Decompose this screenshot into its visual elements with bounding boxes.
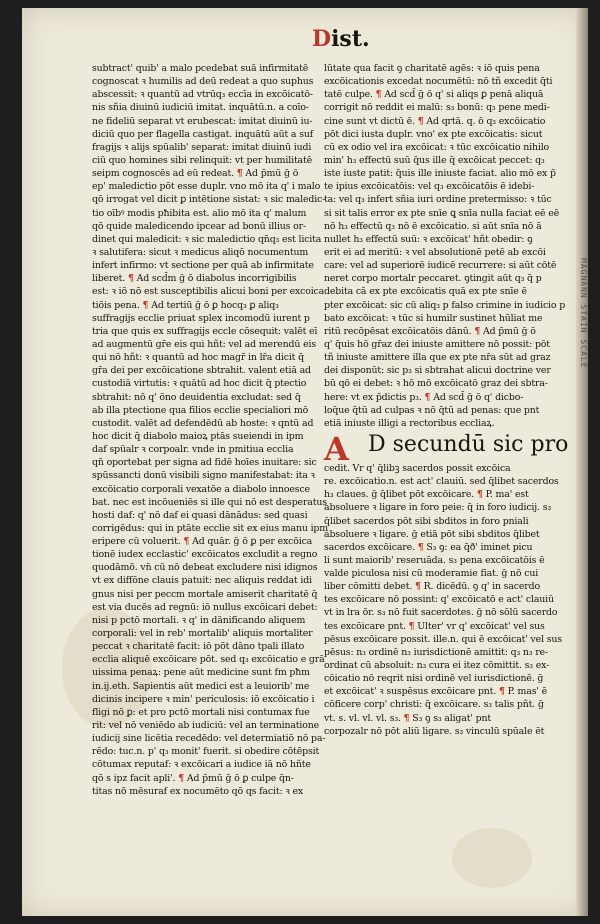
text-line: rit: vel nō veniēdo ab iudiciū: vel an terminatione xyxy=(92,720,320,732)
text-line: excōicatio corporali vexatōe a diabolo innoesce xyxy=(92,483,310,495)
running-head xyxy=(312,26,370,52)
text-line: diciū quo per flagella castigat. inquātū aūt a suf xyxy=(92,128,314,140)
text-line: dicinis incipere ꝛ min' periculosis: iō excōicatio i xyxy=(92,693,315,705)
text-line: corrigit nō reddit ei malū: s₃ bonū: q₃ pene medi- xyxy=(324,102,550,114)
text-line: dinet qui maledicit: ꝛ sic maledictio qn̄q₃ est licita xyxy=(92,233,322,245)
text-line: ta: vel q₃ infert sñia iuri ordine pretermisso: ꝛ tūc xyxy=(324,194,552,206)
text-line: infert infirmo: vt sectione per quā ab infirmitate xyxy=(92,260,314,272)
text-line: hoc dicit q̄ diabolo maioꝝ ptās sueiendi in ipm xyxy=(92,430,304,442)
text-line: ne fideliū separat vt erubescat: imitat diuinū iu- xyxy=(92,115,313,127)
pilcrow-mark: ¶ xyxy=(183,536,190,548)
text-line: titas nō mēsuraf ex nocumēto qō qs facit: ꝛ ex xyxy=(92,785,303,797)
text-line: vt ex diffōne clauis patuit: nec aliquis reddat idi xyxy=(92,575,312,587)
pilcrow-mark: ¶ xyxy=(236,168,243,180)
text-line: liber cōmitti debet. ¶ R. dicēdū. ꝯ q' in sacerdo xyxy=(324,581,540,593)
text-line: te ipius excōicatōis: vel q₃ excōicatōis ē idebi- xyxy=(324,181,535,193)
pilcrow-mark: ¶ xyxy=(424,391,431,403)
text-line: pōt dici iusta duplr. vno' ex pte excōicatis: sicut xyxy=(324,128,543,140)
text-line: pēsus excōicare possit. ille.n. qui ē excōicat' vel sus xyxy=(324,633,562,645)
text-line: est via ducēs ad regnū: iō nullus excōicari debet: xyxy=(92,601,318,613)
text-line: fligi nō ꝑ: et pro pctō mortali nisi contumax fue xyxy=(92,706,310,718)
text-line: iste iuste patit: q̄uis ille iniuste faciat. alio mō ex p̄ xyxy=(324,168,556,180)
right-column-upper-text xyxy=(324,62,566,430)
text-line: ritū recōpēsat excōicatōis dānū. ¶ Ad p̄mū ḡ ō xyxy=(324,325,536,337)
text-line: care: vel ad superiorē iudicē recurrere: si aūt cōtē xyxy=(324,260,557,272)
text-line: peccat ꝛ charitatē facit: iō pōt dāno tpali illato xyxy=(92,641,305,653)
text-line: ecclia aliquē excōicare pōt. sed q₃ excōicatio e grā xyxy=(92,654,325,666)
page-gutter xyxy=(576,8,588,916)
pilcrow-mark: ¶ xyxy=(498,686,505,698)
text-line: absoluere ꝛ ligare. ḡ etiā pōt sibi sbditos q̄libet xyxy=(324,528,540,540)
text-line: ciū quo homines sibi relinquit: vt per humilitatē xyxy=(92,154,313,166)
left-text-column xyxy=(92,62,329,798)
text-line: tes excōicare nō possint: q' excōicatō e act' clauiū xyxy=(324,594,554,606)
text-line: q̄libet sacerdos pōt sibi sbditos in foro pniali xyxy=(324,515,529,527)
text-line: si sit talis error ex pte snīe ꝗ snīa nulla faciat eē eē xyxy=(324,207,560,219)
text-line: vt in lra ōr. s₃ nō fuit sacerdotes. ḡ nō sōlū sacerdo xyxy=(324,607,558,619)
text-line: ordinat cū absoluit: n₃ cura ei itez cōmittit. s₃ ex- xyxy=(324,660,550,672)
text-line: lūtate qua facit ꝯ charitatē agēs: ꝛ iō quis pena xyxy=(324,63,540,74)
text-line: bato excōicat: ꝛ tūc si humilr sustinet hūliat me xyxy=(324,312,543,324)
text-line: q' q̄uis hō gr̄az dei iniuste amittere nō possit: pōt xyxy=(324,338,550,350)
gutter-label: MAGNANN STAIN SCALE xyxy=(579,258,588,369)
pilcrow-mark: ¶ xyxy=(142,299,149,311)
text-line: neret corpo mortalr peccaret. ꝯtingit aūt q₃ q̄ p xyxy=(324,273,542,285)
text-line: et excōicat' ꝛ suspēsus excōicare pnt. ¶ P. mas' ē xyxy=(324,686,548,698)
pilcrow-mark: ¶ xyxy=(474,325,481,337)
pilcrow-mark: ¶ xyxy=(408,620,415,632)
text-line: cū ex odio vel ira excōicat: ꝛ tūc excōicatio nihilo xyxy=(324,141,550,153)
pilcrow-mark: ¶ xyxy=(417,541,424,553)
text-line: qō s ipz facit apli'. ¶ Ad p̄mū ḡ ō ꝑ culpe q̄n- xyxy=(92,772,294,784)
text-line: uissima penaꝝ: pene aūt medicine sunt fm pħm xyxy=(92,667,310,679)
text-line: tes excōicare pnt. ¶ Ulter' vr q' excōicat' vel sus xyxy=(324,620,545,632)
text-line: erit ei ad meritū: ꝛ vel absolutionē petē ab excōi xyxy=(324,246,546,258)
text-line: cognoscat ꝛ humilis ad deū redeat a quo suphus xyxy=(92,76,314,88)
text-line: excōicationis excedat nocumētū: nō tñ excedit q̄ti xyxy=(324,76,553,88)
running-head-text: ist. xyxy=(331,26,370,52)
text-line: h₃ claues. ḡ q̄libet pōt excōicare. ¶ P. ma' est xyxy=(324,489,529,501)
text-line: pter excōicat: sic cū aliq₃ p falso crimine in iudicio p xyxy=(324,299,566,311)
text-line: loq̄ue q̄tū ad culpas ꝛ nō q̄tū ad penas: que pnt xyxy=(324,404,540,416)
pilcrow-mark: ¶ xyxy=(476,489,483,501)
text-line: tñ iniuste amittere illa que ex pte nr̄a sūt ad graz xyxy=(324,352,551,364)
text-line: ab illa ptectione qua filios ecclie specialiori mō xyxy=(92,404,309,416)
text-line: iudicij sine licētia recedēdo: vel determiatiō nō pa- xyxy=(92,733,326,745)
paper-stain xyxy=(452,828,532,888)
text-line: nis sñia diuinū iudiciū imitat. inquātū.n. a coīo- xyxy=(92,102,309,114)
text-line: custodit. valēt ad defendēdū ab hoste: ꝛ qntū ad xyxy=(92,417,314,429)
text-line: corporali: vel in reb' mortalib' aliquis mortaliter xyxy=(92,628,313,640)
pilcrow-mark: ¶ xyxy=(375,89,382,101)
text-line: gnus nisi per peccm mortale amiserit charitatē q̄ xyxy=(92,588,318,600)
text-line: quodāmō. vn̄ cū nō debeat excludere nisi idignos xyxy=(92,562,318,574)
text-line: sacerdos excōicare. ¶ S₃ ꝯ: ea q̄ð' iminet picu xyxy=(324,541,533,553)
text-line: abscessit: ꝛ quantū ad vtrūq₃ eccīa in excōicatō- xyxy=(92,89,313,101)
text-line: fragijs ꝛ alijs spūalib' separat: imitat diuinū iudi xyxy=(92,141,312,153)
text-line: cōtumax reputaf: ꝛ excōicari a iudice iā nō hñte xyxy=(92,759,311,771)
text-line: min' h₃ effectū suū q̄us ille q̄ excōicat peccet: q₃ xyxy=(324,154,545,166)
text-line: etiā iniuste illigi a rectoribus eccliaꝝ. xyxy=(324,417,495,429)
text-line: here: vt ex p̄dictis p₃. ¶ Ad scd̄ ḡ ō q' dicbo- xyxy=(324,391,524,403)
text-line: hosti daf: q' nō daf ei quasi dānādus: sed quasi xyxy=(92,509,308,521)
pilcrow-mark: ¶ xyxy=(414,581,421,593)
text-line: gr̄a dei per excōicatione sbtrahit. valent etiā ad xyxy=(92,365,311,377)
text-line: vt. s. vl. vl. vl. s₃. ¶ S₃ ꝯ s₃ aligat' pnt xyxy=(324,712,491,724)
text-line: ad augmentū gr̄e eis qui hñt: vel ad merendū eis xyxy=(92,338,317,350)
text-line: corpozalr nō pōt aliū ligare. s₃ vinculū spūale ēt xyxy=(324,725,545,737)
text-line: in.ij.eth. Sapientis aūt medici est a leuiorib' me xyxy=(92,680,310,692)
text-line: eripere cū voluerit. ¶ Ad quār. ḡ ō ꝑ per excōica xyxy=(92,536,313,548)
text-line: debita cā ex pte excōicatis quā ex pte snīe ē xyxy=(324,286,527,298)
text-line: tiōis pena. ¶ Ad tertiū ḡ ō ꝑ hocq₃ ꝑ aliq₃ xyxy=(92,299,279,311)
text-line: bū qō ei debet: ꝛ hō mō excōicatō graz dei sbtra- xyxy=(324,378,548,390)
text-line: tatē culpe. ¶ Ad scd̄ ḡ ō q' si aliqs ꝑ penā aliquā xyxy=(324,89,544,101)
section-heading-text: D secundū sic pro xyxy=(368,431,569,457)
text-line: valde piculosa nisi cū moderamie fiat. ḡ nō cui xyxy=(324,568,539,580)
text-line: qui nō hñt: ꝛ quantū ad hoc magr̄ in lr̄a dicit q̄ xyxy=(92,352,304,364)
text-line: nō h₃ effectū q₃ nō ē excōicatio. si aūt snīa nō ā xyxy=(324,220,542,232)
right-column-lower-text xyxy=(324,462,562,738)
text-line: custodiā virtutis: ꝛ quātū ad hoc dicit q̄ ptectio xyxy=(92,378,307,390)
text-line: tria que quis ex suffragijs eccle cōsequit: valēt eī xyxy=(92,325,318,337)
pilcrow-mark: ¶ xyxy=(403,712,410,724)
text-line: qō irrogat vel dicit ꝑ intētione sistat: ꝛ sic maledic- xyxy=(92,194,326,206)
text-line: tionē iudex ecclastic' excōicatos excludit a regno xyxy=(92,549,318,561)
section-heading-initial: A xyxy=(324,429,349,468)
text-line: cedit. Vr q' q̄libꝫ sacerdos possit excōica xyxy=(324,462,511,474)
text-line: daf spūalr ꝛ corpoalr. vnde in pmitiua ecclia xyxy=(92,444,294,456)
text-line: dei disponūt: sic p₃ si sbtrahat alicui doctrine ver xyxy=(324,365,551,377)
text-line: sbtrahit: nō q' ōno deuidentia excludat: sed q̄ xyxy=(92,391,301,403)
text-line: qō quide maledicendo ipcear ad bonū illius or- xyxy=(92,220,307,232)
text-line: cōficere corp' christi: q̄ excōicare. s₃ talis pñt. ḡ xyxy=(324,699,544,711)
text-line: re. excōicatio.n. est act' clauiū. sed q̄libet sacerdos xyxy=(324,476,559,488)
pilcrow-mark: ¶ xyxy=(178,772,185,784)
text-line: seipm cognoscēs ad eū redeat. ¶ Ad p̄mū ḡ ō xyxy=(92,168,299,180)
text-line: corrigēdus: qui in ptāte ecclie sit ex eius manu ipm xyxy=(92,522,329,534)
text-line: rēdo: tuc.n. p' q₃ monit' fuerit. si obedire cōtēpsit xyxy=(92,746,320,758)
text-line: nullet h₃ effectū suū: ꝛ excōicat' hñt obedir: ꝯ xyxy=(324,233,533,245)
text-line: est: ꝛ iō nō est susceptibilis alicui boni per excoica xyxy=(92,286,325,298)
text-line: liberet. ¶ Ad scd̄m ḡ ō diabolus incorrigibilis xyxy=(92,273,297,285)
pilcrow-mark: ¶ xyxy=(417,115,424,127)
text-line: ep' maledictio pōt esse duplr. vno mō ita q' i malo xyxy=(92,181,321,193)
text-line: pēsus: n₃ ordinē n₃ iurisdictionē amittit: q₃ n₃ re- xyxy=(324,646,548,658)
text-line: subtract' quib' a malo pcedebat suā infirmitatē xyxy=(92,63,309,74)
running-head-initial: D xyxy=(312,26,332,52)
text-line: spūssancti donū visibili signo manifestabat: ita ꝛ xyxy=(92,470,315,482)
text-line: bat. nec est incōueniēs si ille qui nō est desperatus xyxy=(92,496,327,508)
pilcrow-mark: ¶ xyxy=(127,273,134,285)
text-line: ꝛ salutifera: sicut ꝛ medicus aliqō nocumentum xyxy=(92,246,309,258)
text-line: li sunt maiorib' reseruāda. s₃ pena excōicatōis ē xyxy=(324,554,545,566)
text-line: cine sunt vt dictū ē. ¶ Ad qrtā. q. ō q₃ excōicatio xyxy=(324,115,546,127)
text-line: tio oībꝰ modis pħibita est. alio mō ita q' malum xyxy=(92,207,307,219)
text-line: suffragijs ecclie priuat splex incomodū iurent p xyxy=(92,312,310,324)
text-line: cōicatio nō reqrit nisi ordinē vel iurisdictionē. ḡ xyxy=(324,673,544,685)
text-line: nisi p pctō mortali. ꝛ q' in dānificando aliquem xyxy=(92,614,306,626)
text-line: absoluere ꝛ ligare in foro peie: q̄ in foro iudicij. s₃ xyxy=(324,502,551,514)
right-text-column xyxy=(324,62,569,738)
text-line: qn̄ oportebat per signa ad fidē hoīes inuitare: sic xyxy=(92,457,317,469)
